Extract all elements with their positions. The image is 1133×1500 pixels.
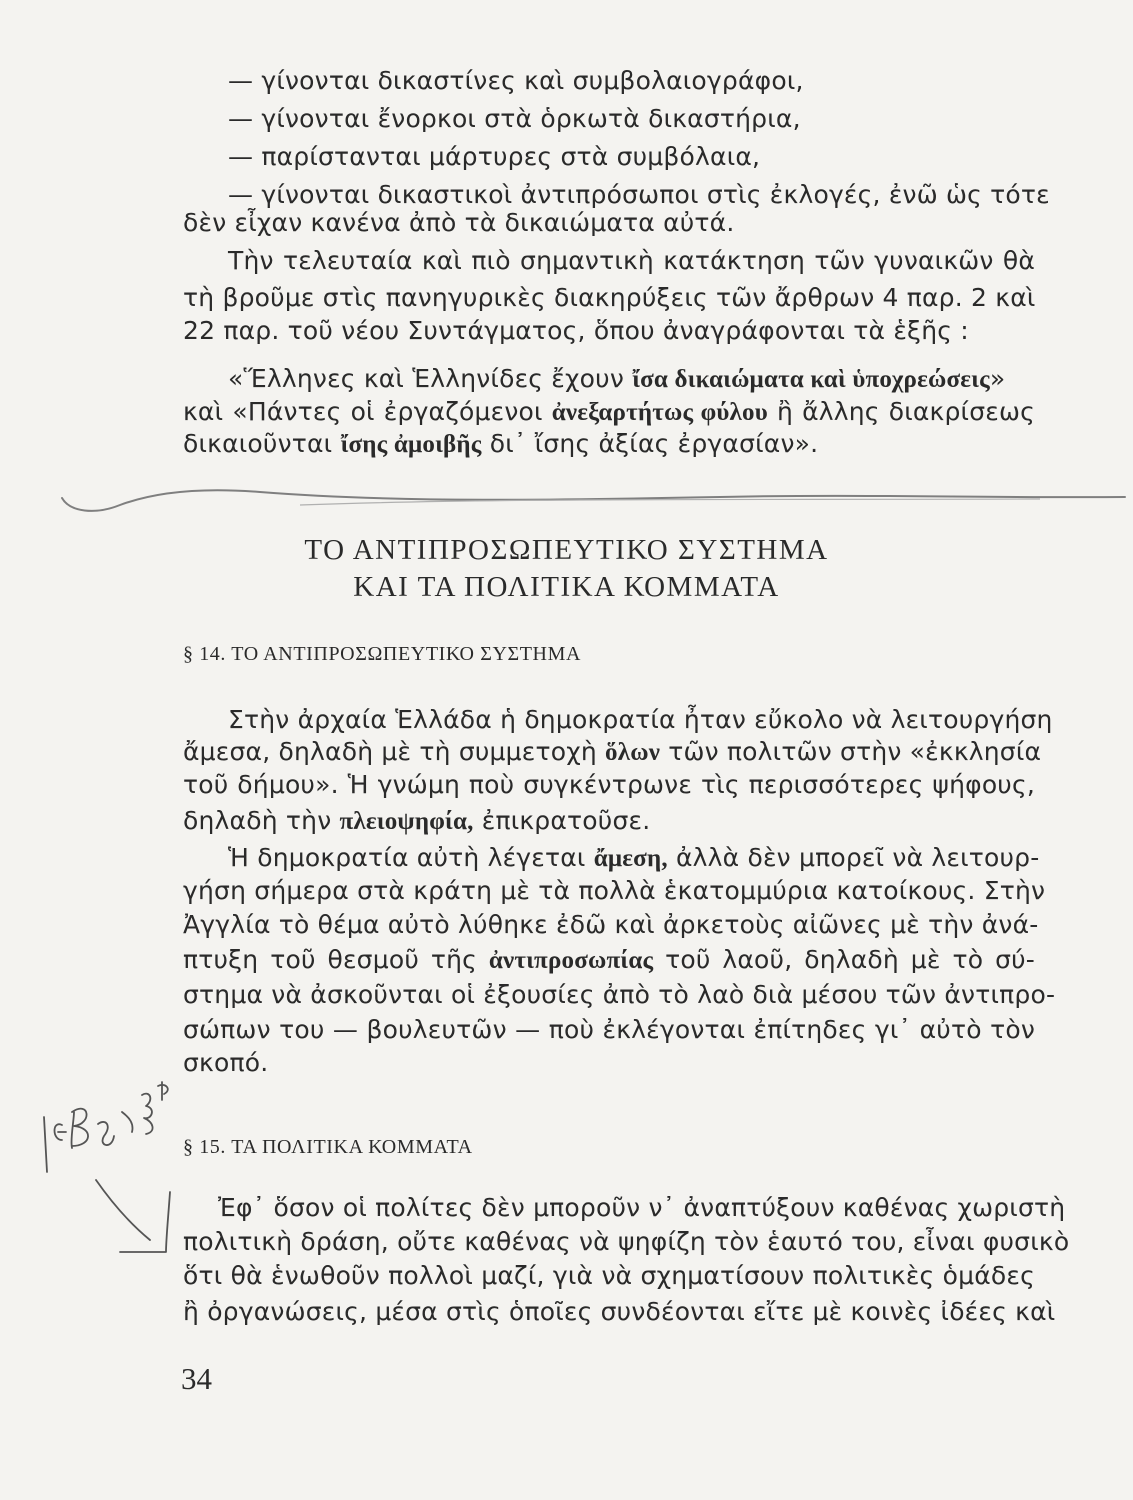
emphasis: ἀνεξαρτήτως φύλου [551,399,768,426]
paragraph-line: σώπων του — βουλευτῶν — ποὺ ἐκλέγονται ἐπίτηδες γι᾽ αὐτὸ τὸν [183,1015,1035,1044]
emphasis: ὅλων [605,739,661,766]
list-item: — γίνονται δικαστίνες καὶ συμβολαιογράφοι, [228,66,804,95]
handwritten-signature [44,1082,170,1252]
text-run: δι᾽ ἴσης ἀξίας ἐργασίαν». [481,429,819,458]
wavy-divider-stroke [62,490,1125,511]
text-run: Ἡ δημοκρατία αὐτὴ λέγεται [228,843,594,872]
emphasis: ἀντιπροσωπίας [488,947,654,974]
paragraph-line: Τὴν τελευταία καὶ πιὸ σημαντικὴ κατάκτηση τῶν γυναικῶν θὰ [228,246,1035,275]
chapter-title-line-2: ΚΑΙ ΤΑ ΠΟΛΙΤΙΚΑ ΚΟΜΜΑΤΑ [353,571,780,603]
text-run: δηλαδὴ τὴν [183,806,340,835]
text-run: τῶν πολιτῶν στὴν «ἐκκλησία [660,737,1042,766]
paragraph-line: Ἀγγλία τὸ θέμα αὐτὸ λύθηκε ἐδῶ καὶ ἀρκετοὺς αἰῶνες μὲ τὴν ἀνά- [183,910,1039,939]
list-item: — γίνονται δικαστικοὶ ἀντιπρόσωποι στὶς ἐκλογές, ἐνῶ ὡς τότε [228,180,1050,209]
list-item: — γίνονται ἔνορκοι στὰ ὁρκωτὰ δικαστήρια, [228,104,801,133]
section-heading: § 14. ΤΟ ΑΝΤΙΠΡΟΣΩΠΕΥΤΙΚΟ ΣΥΣΤΗΜΑ [183,643,582,665]
text-run: καὶ «Πάντες οἱ ἐργαζόμενοι [183,397,552,426]
chapter-title-line-1: ΤΟ ΑΝΤΙΠΡΟΣΩΠΕΥΤΙΚΟ ΣΥΣΤΗΜΑ [304,534,829,566]
text-run: ἐπικρατοῦσε. [473,806,651,835]
text-run: ἢ ἄλλης διακρίσεως [767,397,1035,426]
paragraph-line: πολιτικὴ δράση, οὔτε καθένας νὰ ψηφίζη τὸν ἑαυτό του, εἶναι φυσικὸ [183,1227,1070,1256]
list-item: — παρίστανται μάρτυρες στὰ συμβόλαια, [228,142,761,171]
text-run: «Ἕλληνες καὶ Ἑλληνίδες ἔχουν [228,364,633,393]
paragraph-line: ἢ ὀργανώσεις, μέσα στὶς ὁποῖες συνδέονται εἴτε μὲ κοινὲς ἰδέες καὶ [183,1297,1056,1326]
paragraph-line: γήση σήμερα στὰ κράτη μὲ τὰ πολλὰ ἑκατομμύρια κατοίκους. Στὴν [183,876,1046,905]
text-run: ἄμεσα, δηλαδὴ μὲ τὴ συμμετοχὴ [183,737,606,766]
paragraph-line: στημα νὰ ἀσκοῦνται οἱ ἐξουσίες ἀπὸ τὸ λαὸ διὰ μέσου τῶν ἀντιπρο- [183,980,1056,1009]
text-run: πτυξη τοῦ θεσμοῦ τῆς [183,945,489,974]
emphasis: πλειοψηφία, [339,808,474,835]
paragraph-line: τὴ βροῦμε στὶς πανηγυρικὲς διακηρύξεις τῶν ἄρθρων 4 παρ. 2 καὶ [183,283,1036,312]
text-run: » [989,364,1006,393]
list-item-continuation: δὲν εἶχαν κανένα ἀπὸ τὰ δικαιώματα αὐτά. [183,208,735,237]
page-number: 34 [181,1361,212,1396]
emphasis: ἄμεση, [593,845,668,872]
paragraph-line: ὅτι θὰ ἑνωθοῦν πολλοὶ μαζί, γιὰ νὰ σχηματίσουν πολιτικὲς ὁμάδες [183,1261,1035,1290]
text-run: δικαιοῦνται [183,429,341,458]
paragraph-line [183,945,1035,975]
paragraph-line [183,737,1042,767]
paragraph-line [228,843,1040,873]
text-run: τοῦ λαοῦ, δηλαδὴ μὲ τὸ σύ- [653,945,1036,974]
paragraph-line: Ἐφ᾽ ὅσον οἱ πολίτες δὲν μποροῦν ν᾽ ἀναπτύξουν καθένας χωριστὴ [218,1193,1066,1222]
paragraph-line: Στὴν ἀρχαία Ἑλλάδα ἡ δημοκρατία ἦταν εὔκολο νὰ λειτουργήση [228,705,1053,734]
paragraph-line: τοῦ δήμου». Ἡ γνώμη ποὺ συγκέντρωνε τὶς περισσότερες ψήφους, [183,770,1035,799]
paragraph-line [183,806,650,836]
emphasis: ἴσα δικαιώματα καὶ ὑποχρεώσεις [632,366,990,393]
paragraph-line: 22 παρ. τοῦ νέου Συντάγματος, ὅπου ἀναγράφονται τὰ ἑξῆς : [183,316,969,345]
paragraph-line: σκοπό. [183,1048,269,1077]
text-run: ἀλλὰ δὲν μπορεῖ νὰ λειτουρ- [667,843,1040,872]
section-heading: § 15. ΤΑ ΠΟΛΙΤΙΚΑ ΚΟΜΜΑΤΑ [183,1136,473,1158]
emphasis: ἴσης ἀμοιβῆς [340,431,482,458]
